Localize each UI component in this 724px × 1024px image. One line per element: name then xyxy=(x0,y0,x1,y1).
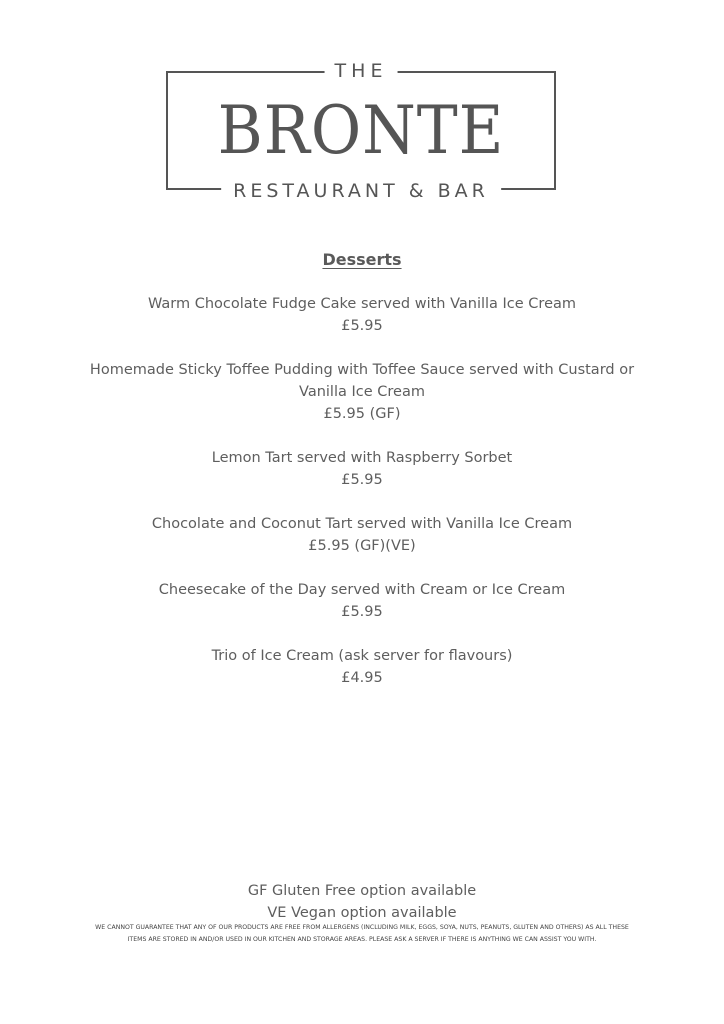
allergen-disclaimer: WE CANNOT GUARANTEE THAT ANY OF OUR PRODUCTS ARE FREE FROM ALLERGENS (INCLUDING MILK, EGGS, SOYA, NUTS, PEANUTS, GLUTEN AND OTHERS) AS ALL THESE ITEMS ARE STORED IN AND/OR USED IN OUR KITCHEN AND STORAGE AREAS. PLEASE ASK A SERVER IF THERE IS ANYTHING WE CAN ASSIST YOU WITH. xyxy=(95,924,629,943)
menu-item-description: Homemade Sticky Toffee Pudding with Toffee Sauce served with Custard or Vanilla Ice Cream xyxy=(89,362,635,400)
menu-item-description: Chocolate and Coconut Tart served with Vanilla Ice Cream xyxy=(151,516,573,532)
menu-item-price: £5.95 (GF)(VE) xyxy=(308,538,416,554)
menu-item-price: £5.95 xyxy=(341,604,383,620)
menu-item-description: Warm Chocolate Fudge Cake served with Vanilla Ice Cream xyxy=(147,296,577,312)
menu-item xyxy=(86,447,638,491)
menu-item-price: £5.95 xyxy=(341,318,383,334)
menu-item xyxy=(86,579,638,623)
menu-item-price: £5.95 xyxy=(341,472,383,488)
dietary-key xyxy=(0,880,724,924)
menu-item-list xyxy=(86,293,638,711)
restaurant-logo xyxy=(166,60,556,202)
menu-item xyxy=(86,359,638,425)
menu-item-description: Trio of Ice Cream (ask server for flavours) xyxy=(211,648,513,664)
vegan-note: VE Vegan option available xyxy=(267,905,457,921)
logo-the-text: THE xyxy=(325,60,398,82)
menu-item xyxy=(86,293,638,337)
gluten-free-note: GF Gluten Free option available xyxy=(247,883,477,899)
menu-item-price: £4.95 xyxy=(341,670,383,686)
menu-item xyxy=(86,645,638,689)
menu-item-description: Lemon Tart served with Raspberry Sorbet xyxy=(211,450,513,466)
logo-name-text: BRONTE xyxy=(217,92,505,169)
logo-subtitle-text: RESTAURANT & BAR xyxy=(221,180,501,202)
menu-item-description: Cheesecake of the Day served with Cream or Ice Cream xyxy=(158,582,566,598)
menu-item xyxy=(86,513,638,557)
menu-item-price: £5.95 (GF) xyxy=(323,406,401,422)
menu-heading: Desserts xyxy=(322,250,402,269)
